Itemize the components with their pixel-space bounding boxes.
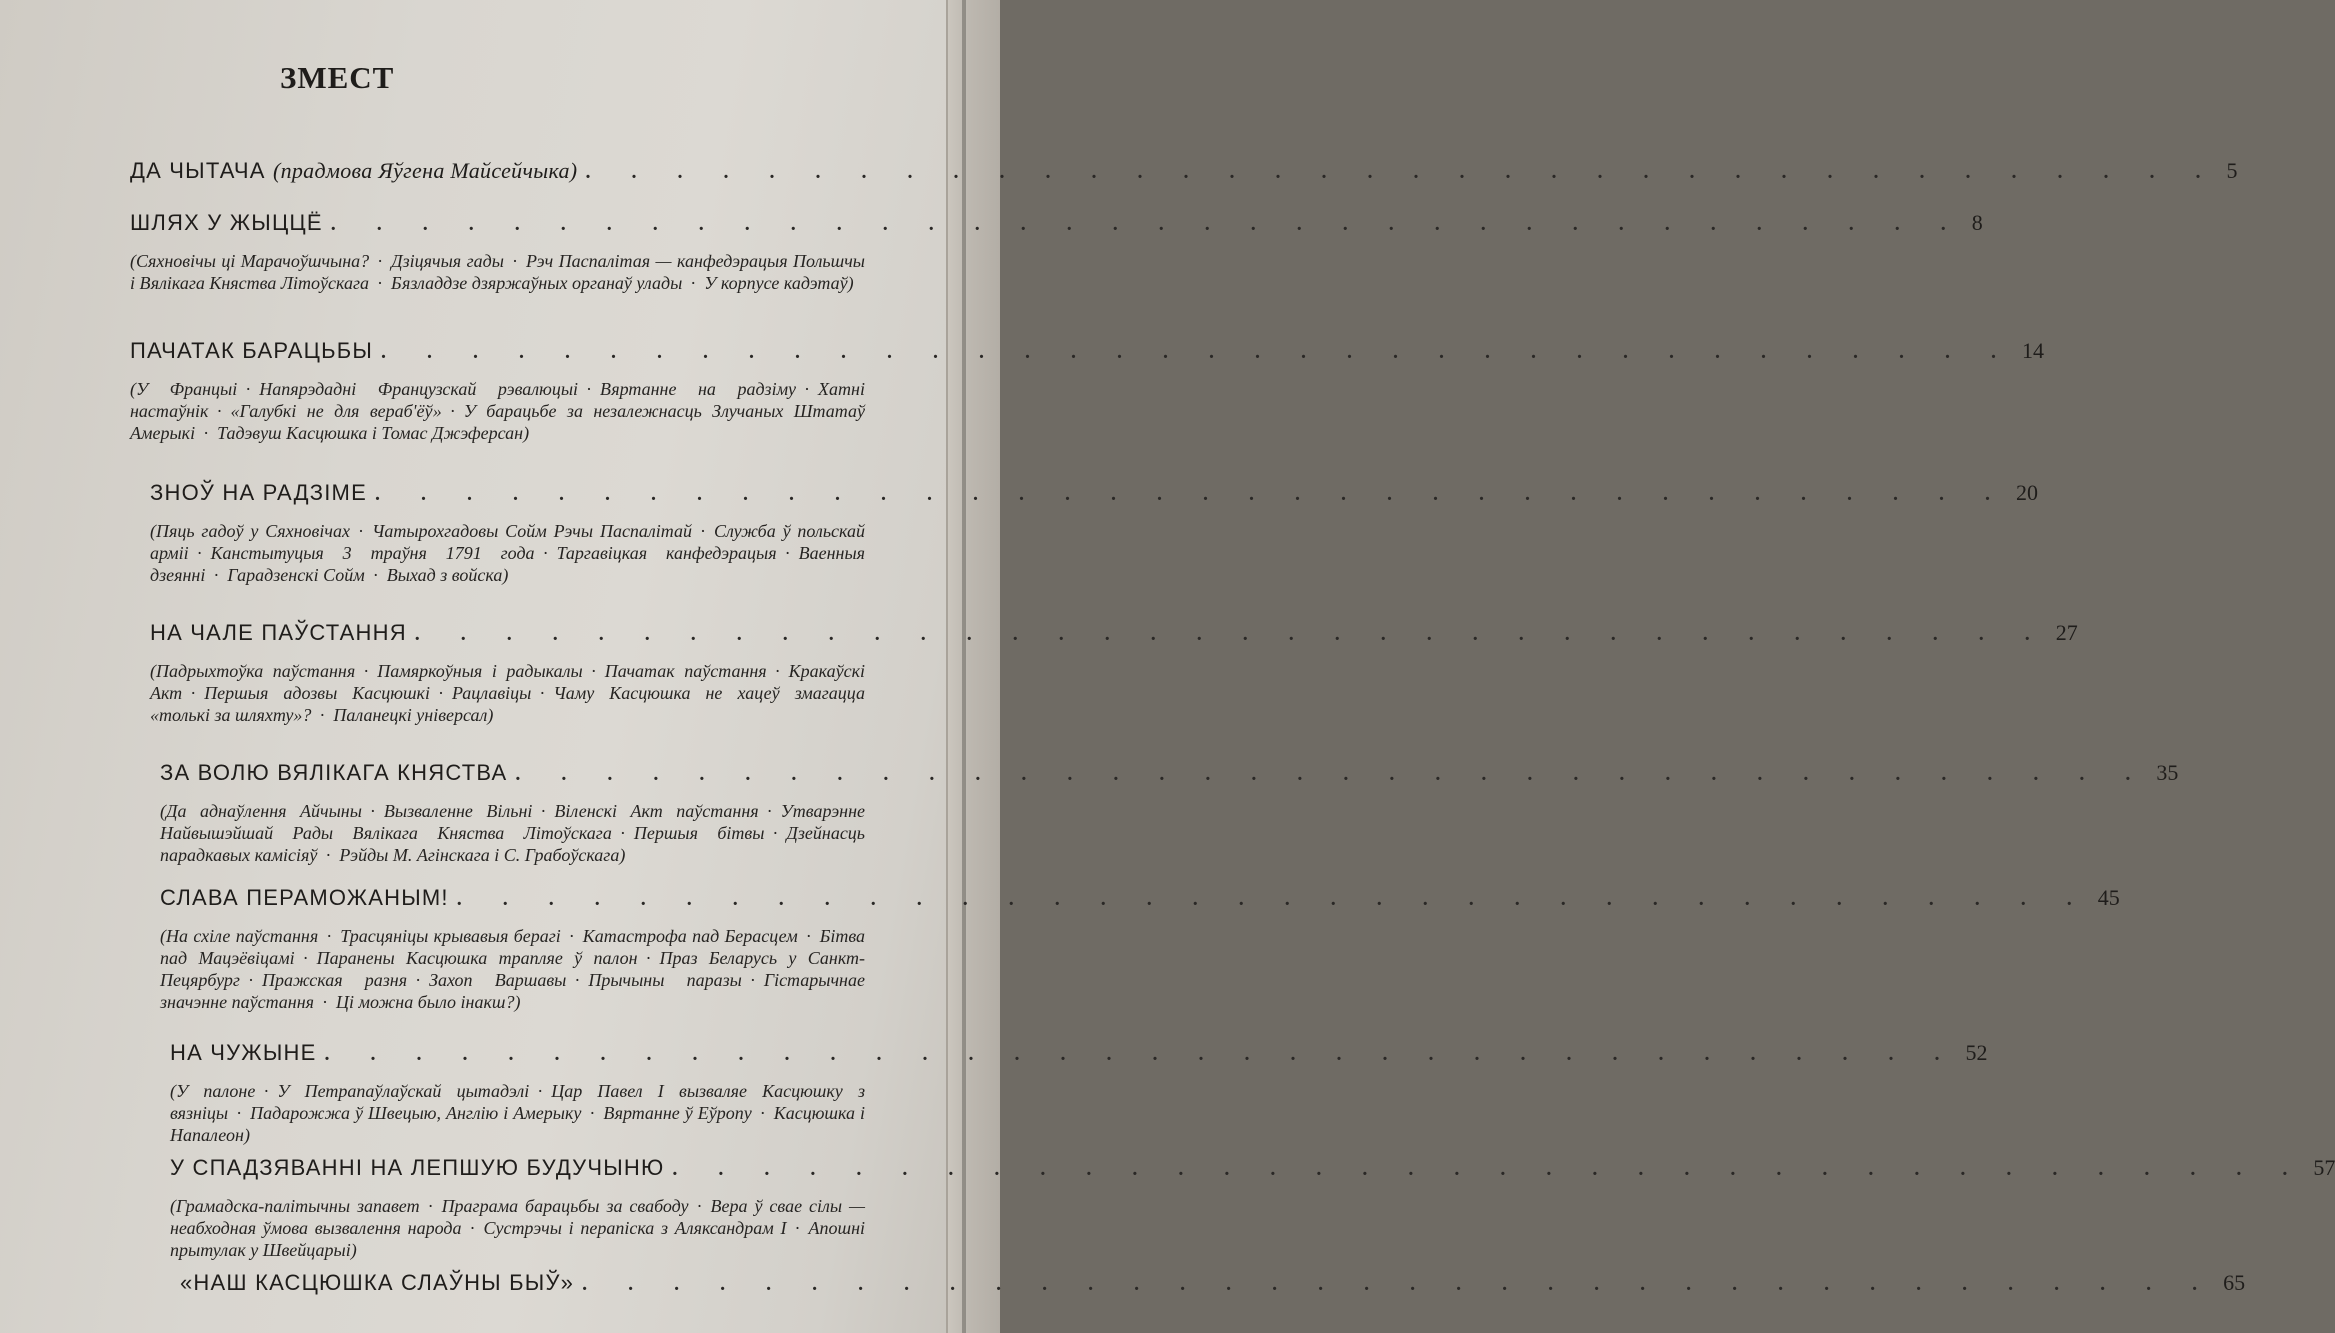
subtopic: Тадэвуш Касцюшка і Томас Джэферсан [217,423,524,443]
dot-leader: . . . . . . . . . . . . . . . . . . . . . . . . . . . . . . . . . . . . [324,1043,1958,1065]
subtopic: Падарожжа ў Швецыю, Англію і Амерыку [250,1103,582,1123]
subtopic: Вяртанне на радзіму [600,379,797,399]
toc-entry-line [130,210,1983,244]
toc-entry-line [130,158,2238,192]
toc-entry-subtopics: (У палоне · У Петрапаўлаўскай цытадэлі · Цар Павел І вызваляе Касцюшку з вязніцы · Падарожжа ў Швецыю, Англію і Амерыку · Вяртанне ў Еўропу · Касцюшка і Напалеон) [170,1081,865,1145]
toc-entry-title-main: «НАШ КАСЦЮШКА СЛАЎНЫ БЫЎ» [180,1270,575,1295]
toc-entry [160,885,2120,1013]
subtopic: Чатырохгадовы Сойм Рэчы Паспалітай [371,521,692,541]
subtopic: Сяхновічы ці Марачоўшчына? [136,251,370,271]
subtopic: Апошні прытулак у Швейцарыі [170,1218,866,1260]
toc-entry [170,1155,2335,1261]
subtopic: Да аднаўлення Айчыны [166,801,362,821]
subtopic-separator: · [372,565,379,585]
subtopic-separator: · [804,379,811,399]
subtopic: Бітва пад Мацэёвіцамі [160,926,866,968]
toc-page-number: 35 [2156,760,2179,785]
toc-entry-title-main: ПАЧАТАК БАРАЦЬБЫ [130,338,374,363]
toc-page-number: 52 [1965,1040,1988,1065]
subtopic: Памяркоўныя і радыкалы [377,661,583,681]
dot-leader: . . . . . . . . . . . . . . . . . . . . . . . . . . . . . . . . . . . . [515,763,2149,785]
subtopic: У Францыі [136,379,238,399]
toc-entry [160,760,2179,866]
subtopic: Ці можна было інакш? [336,992,515,1012]
subtopic-separator: · [589,1103,596,1123]
subtopic: Трасцяніцы крывавыя берагі [340,926,561,946]
subtopic-separator: · [690,273,697,293]
toc-entry [170,1040,1988,1146]
page-edge-shadow [962,0,966,1333]
toc-entry-title [130,338,373,364]
toc-entry-title-italic: (прадмова Яўгена Майсейчыка) [272,158,578,183]
subtopic-separator: · [415,970,422,990]
subtopic-separator: · [759,1103,766,1123]
subtopic: Сустрэчы і перапіска з Аляксандрам І [483,1218,787,1238]
dot-leader: . . . . . . . . . . . . . . . . . . . . . . . . . . . . . . . . . . . . [672,1158,2306,1180]
subtopic: Рэйды М. Агінскага і С. Грабоўскага [339,845,620,865]
toc-entry-title [180,1270,574,1296]
subtopic: Паланецкі універсал [333,705,488,725]
toc-entry [130,158,2238,192]
toc-entry-title [160,760,507,786]
toc-entry-title [150,480,367,506]
toc-entry-subtopics: (У Францыі · Напярэдадні Французскай рэвалюцыі · Вяртанне на радзіму · Хатні настаўнік · «Галубкі не для вераб'ёў» · У барацьбе за незалежнасць Злучаных Штатаў Амерыкі · Тадэвуш Касцюшка і Томас Джэферсан) [130,379,865,443]
subtopic: Вяртанне ў Еўропу [603,1103,752,1123]
toc-entry-line [170,1040,1988,1074]
toc-entry-line [180,1270,2246,1304]
subtopic-separator: · [568,926,575,946]
subtopic: Канстытуцыя 3 траўня 1791 года [210,543,535,563]
toc-entry-line [170,1155,2335,1189]
toc-entry-title-main: ДА ЧЫТАЧА [130,158,266,183]
subtopic: Дзіцячыя гады [391,251,504,271]
subtopic-separator: · [774,661,781,681]
subtopic: Кракаўскі Акт [150,661,865,703]
toc-entry-line [160,885,2120,919]
toc-page-number: 45 [2097,885,2120,910]
subtopic-separator: · [190,683,197,703]
toc-entry-title [150,620,407,646]
subtopic: Выхад з войска [386,565,503,585]
dot-leader: . . . . . . . . . . . . . . . . . . . . . . . . . . . . . . . . . . . . [374,483,2008,505]
subtopic: «Галубкі не для вераб'ёў» [230,401,442,421]
toc-entry-title-main: У СПАДЗЯВАННІ НА ЛЕПШУЮ БУДУЧЫНЮ [170,1155,665,1180]
toc-entry-title-main: НА ЧУЖЫНЕ [170,1040,317,1065]
subtopic: Рацлавіцы [451,683,532,703]
subtopic-separator: · [469,1218,476,1238]
subtopic-separator: · [542,543,549,563]
toc-page-number: 20 [2015,480,2038,505]
toc-entry-subtopics: (Да аднаўлення Айчыны · Вызваленне Вільні · Віленскі Акт паўстання · Утварэнне Найвышэйшай Рады Вялікага Княства Літоўскага · Першыя бітвы · Дзейнасць парадкавых камісіяў · Рэйды М. Агінскага і С. Грабоўскага) [160,801,865,865]
facing-page-edge [946,0,1000,1333]
subtopic-separator: · [619,823,626,843]
subtopic: Таргавіцкая канфедэрацыя [556,543,777,563]
subtopic: На схіле паўстання [166,926,319,946]
toc-entry-subtopics: (Падрыхтоўка паўстання · Памяркоўныя і радыкалы · Пачатак паўстання · Кракаўскі Акт · Першыя адозвы Касцюшкі · Рацлавіцы · Чаму Касцюшка не хацеў змагацца «толькі за шляхту»? · Паланецкі універсал) [150,661,865,725]
subtopic-separator: · [377,273,384,293]
subtopic: Чаму Касцюшка не хацеў змагацца «толькі за шляхту»? [150,683,865,725]
toc-entry [150,620,2078,726]
subtopic: У палоне [176,1081,256,1101]
subtopic-separator: · [319,705,326,725]
dot-leader: . . . . . . . . . . . . . . . . . . . . . . . . . . . . . . . . . . . . [456,888,2090,910]
subtopic-separator: · [427,1196,434,1216]
subtopic-separator: · [574,970,581,990]
subtopic-separator: · [245,379,252,399]
subtopic: Служба ў польскай арміі [150,521,865,563]
subtopic-separator: · [216,401,223,421]
toc-entry-subtopics: (Пяць гадоў у Сяхновічах · Чатырохгадовы Сойм Рэчы Паспалітай · Служба ў польскай арміі · Канстытуцыя 3 траўня 1791 года · Таргавіцкая канфедэрацыя · Ваенныя дзеянні · Гарадзенскі Сойм · Выхад з войска) [150,521,865,585]
toc-entry-subtopics: (Сяхновічы ці Марачоўшчына? · Дзіцячыя гады · Рэч Паспалітая — канфедэрацыя Польшчы і Вялікага Княства Літоўскага · Бязладдзе дзяржаўных органаў улады · У корпусе кадэтаў) [130,251,865,293]
toc-entry-line [150,480,2038,514]
subtopic: Вызваленне Вільні [383,801,533,821]
subtopic: Напярэдадні Французскай рэвалюцыі [259,379,579,399]
subtopic-separator: · [377,251,384,271]
subtopic-separator: · [805,926,812,946]
toc-entry [130,210,1983,294]
toc-page-number: 57 [2313,1155,2335,1180]
subtopic: Праз Беларусь у Санкт-Пецярбург [160,948,865,990]
subtopic: Першыя бітвы [633,823,765,843]
subtopic-separator: · [369,801,376,821]
subtopic: Віленскі Акт паўстання [554,801,759,821]
subtopic: У корпусе кадэтаў [704,273,848,293]
toc-entry [180,1270,2246,1304]
contents-heading: ЗМЕСТ [280,60,395,95]
subtopic-separator: · [784,543,791,563]
toc-entry-title-main: СЛАВА ПЕРАМОЖАНЫМ! [160,885,449,910]
subtopic-separator: · [213,565,220,585]
dot-leader: . . . . . . . . . . . . . . . . . . . . . . . . . . . . . . . . . . . . [330,213,1964,235]
subtopic-separator: · [449,401,456,421]
dot-leader: . . . . . . . . . . . . . . . . . . . . . . . . . . . . . . . . . . . . [582,1273,2216,1295]
subtopic-separator: · [196,543,203,563]
subtopic: Гістарычнае значэнне паўстання [160,970,865,1012]
subtopic: Паранены Касцюшка трапляе ў палон [316,948,638,968]
subtopic-separator: · [363,661,370,681]
toc-entry [130,338,2045,444]
toc-entry-title-main: ШЛЯХ У ЖЫЦЦЁ [130,210,323,235]
subtopic: Праграма барацьбы за свабоду [441,1196,689,1216]
subtopic: Пяць гадоў у Сяхновічах [156,521,350,541]
subtopic-separator: · [437,683,444,703]
subtopic-separator: · [645,948,652,968]
dot-leader: . . . . . . . . . . . . . . . . . . . . . . . . . . . . . . . . . . . . [585,161,2219,183]
toc-page-number: 65 [2223,1270,2246,1295]
subtopic-separator: · [749,970,756,990]
toc-page-number: 8 [1971,210,1983,235]
subtopic: Рэч Паспалітая — канфедэрацыя Польшчы і Вялікага Княства Літоўскага [130,251,865,293]
toc-entry-title [170,1040,316,1066]
subtopic: Пражская разня [261,970,408,990]
subtopic-separator: · [590,661,597,681]
subtopic: У барацьбе за незалежнасць Злучаных Штатаў Амерыкі [130,401,865,443]
toc-entry-subtopics: (Грамадска-палітычны запавет · Праграма барацьбы за свабоду · Вера ў свае сілы — неабходная ўмова вызвалення народа · Сустрэчы і перапіска з Аляксандрам І · Апошні прытулак у Швейцарыі) [170,1196,866,1260]
toc-entry-subtopics: (На схіле паўстання · Трасцяніцы крывавыя берагі · Катастрофа пад Берасцем · Бітва пад Мацэёвіцамі · Паранены Касцюшка трапляе ў палон · Праз Беларусь у Санкт-Пецярбург · Пражская разня · Захоп Варшавы · Прычыны паразы · Гістарычнае значэнне паўстання · Ці можна было інакш?) [160,926,866,1012]
subtopic: Ваенныя дзеянні [150,543,865,585]
subtopic-separator: · [326,926,333,946]
toc-page-number: 27 [2055,620,2078,645]
subtopic: Дзейнасць парадкавых камісіяў [160,823,865,865]
subtopic: У Петрапаўлаўскай цытадэлі [277,1081,530,1101]
subtopic-separator: · [302,948,309,968]
subtopic: Утварэнне Найвышэйшай Рады Вялікага Княства Літоўскага [160,801,865,843]
subtopic-separator: · [700,521,706,541]
subtopic: Гарадзенскі Сойм [227,565,365,585]
subtopic: Першыя адозвы Касцюшкі [204,683,430,703]
subtopic: Вера ў свае сілы — неабходная ўмова вызвалення народа [170,1196,865,1238]
toc-entry-title-main: ЗНОЎ НА РАДЗІМЕ [150,480,367,505]
toc-entry-title [160,885,449,911]
subtopic: Хатні настаўнік [130,379,865,421]
subtopic: Захоп Варшавы [429,970,567,990]
toc-entry-line [160,760,2179,794]
toc-entry-title-main: ЗА ВОЛЮ ВЯЛІКАГА КНЯСТВА [160,760,508,785]
subtopic-separator: · [696,1196,703,1216]
subtopic-separator: · [540,801,547,821]
subtopic-separator: · [772,823,779,843]
toc-entry-line [130,338,2045,372]
subtopic: Падрыхтоўка паўстання [156,661,356,681]
toc-entry-line [150,620,2078,654]
toc-page-number: 5 [2226,158,2238,183]
toc-entry-title [170,1155,664,1181]
subtopic-separator: · [236,1103,243,1123]
subtopic: Пачатак паўстання [604,661,767,681]
toc-page-number: 14 [2022,338,2045,363]
subtopic-separator: · [357,521,364,541]
toc-entry-title [130,158,577,184]
subtopic-separator: · [263,1081,270,1101]
toc-entry-title-main: НА ЧАЛЕ ПАЎСТАННЯ [150,620,407,645]
subtopic: Грамадска-палітычны запавет [176,1196,420,1216]
subtopic: Прычыны паразы [588,970,742,990]
toc-entry-title [130,210,323,236]
subtopic-separator: · [586,379,593,399]
subtopic: Касцюшка і Напалеон [170,1103,865,1145]
dot-leader: . . . . . . . . . . . . . . . . . . . . . . . . . . . . . . . . . . . . [381,341,2015,363]
subtopic: Цар Павел І вызваляе Касцюшку з вязніцы [170,1081,865,1123]
subtopic-separator: · [325,845,332,865]
subtopic-separator: · [511,251,518,271]
subtopic-separator: · [322,992,329,1012]
subtopic-separator: · [766,801,773,821]
subtopic: Катастрофа пад Берасцем [582,926,798,946]
toc-entry [150,480,2038,586]
dot-leader: . . . . . . . . . . . . . . . . . . . . . . . . . . . . . . . . . . . . [414,623,2048,645]
subtopic-separator: · [537,1081,544,1101]
subtopic: Бязладдзе дзяржаўных органаў улады [391,273,683,293]
subtopic-separator: · [539,683,546,703]
subtopic-separator: · [247,970,254,990]
subtopic-separator: · [203,423,210,443]
subtopic-separator: · [794,1218,801,1238]
